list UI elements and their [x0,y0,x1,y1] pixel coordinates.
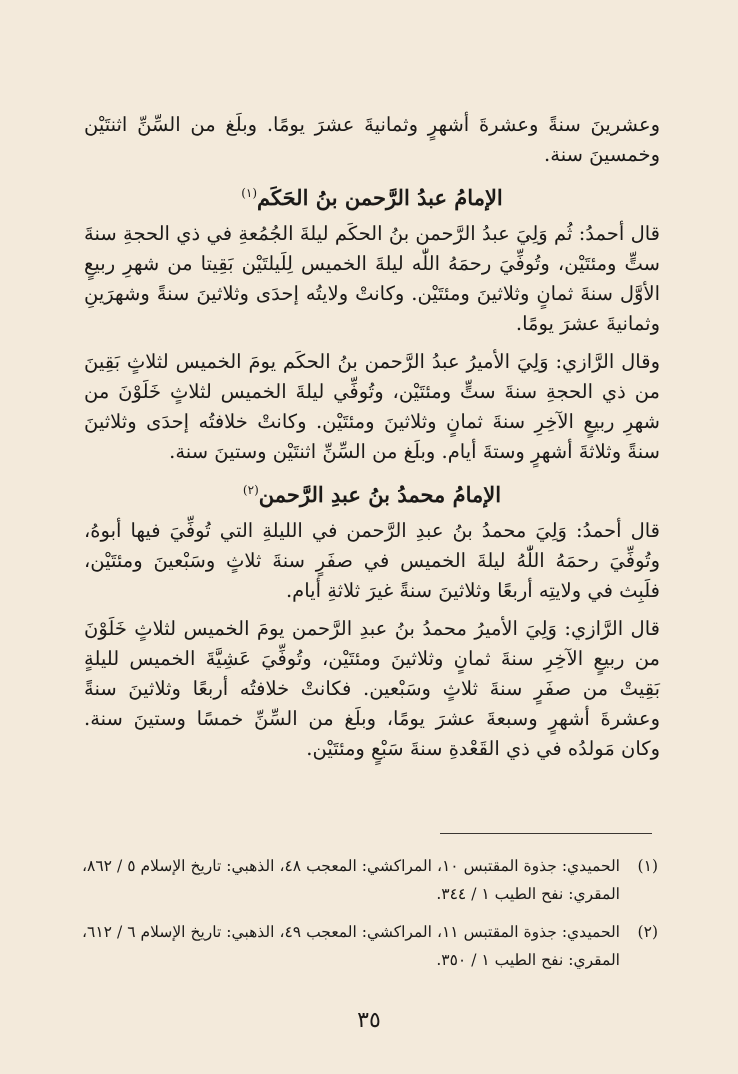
footnote-text: الحميدي: جذوة المقتبس ١١، المراكشي: المعجب ٤٩، الذهبي: تاريخ الإسلام ٦ / ٦١٢، المقري: نفح الطيب ١ / ٣٥٠. [82,923,620,969]
footnote [82,852,658,908]
paragraph: قال أحمدُ: ثُم وَلِيَ عبدُ الرَّحمن بنُ الحكَم ليلةَ الجُمُعةِ في ذي الحجةِ سنةَ ستٍّ ومئتَيْن، وتُوفِّيَ رحمَهُ اللّٰه ليلةَ الخميس لِلَيلتَيْن بَقِيتا من شهرِ ربيعٍ الأوَّل سنةَ ثمانٍ وثلاثينَ ومئتَيْن. وكانتْ ولايتُه إحدَى وثلاثينَ سنةً وشهرَينِ وثمانيةَ عشرَ يومًا. [84,222,660,335]
paragraph: وقال الرَّازي: وَلِيَ الأميرُ عبدُ الرَّحمن بنُ الحكَم يومَ الخميس لثلاثٍ بَقِينَ من ذي الحجةِ سنةَ ستٍّ ومئتَيْن، وتُوفِّي ليلةَ الخميس لثلاثٍ خَلَوْنَ من شهرِ ربيعٍ الآخِرِ سنةَ ثمانٍ وثلاثينَ ومئتَيْن. وكانتْ خلافتُه إحدَى وثلاثينَ سنةً وثلاثةَ أشهرٍ وستةَ أيام. وبلَغ من السِّنِّ اثنتَيْن وستينَ سنة. [84,350,660,463]
footnote-marker[interactable]: (١) [241,186,258,200]
footnote [82,918,658,974]
paragraph: وعشرينَ سنةً وعشرةَ أشهرٍ وثمانيةَ عشرَ يومًا. وبلَغ من السِّنِّ اثنتَيْن وخمسينَ سنة. [84,113,660,166]
heading-title: الإمامُ عبدُ الرَّحمن بنُ الحَكَم [257,185,503,210]
heading-title: الإمامُ محمدُ بنُ عبدِ الرَّحمن [258,482,502,507]
footnote-marker[interactable]: (٢) [242,483,259,497]
footnote-number: (٢) [637,923,658,941]
footnote-number: (١) [637,857,658,875]
paragraph: قال الرَّازي: وَلِيَ الأميرُ محمدُ بنُ عبدِ الرَّحمن يومَ الخميس لثلاثٍ خَلَوْنَ من ربيعٍ الآخِرِ سنةَ ثمانٍ وثلاثينَ ومئتَيْن، وتُوفِّيَ عَشِيَّةَ الخميس لليلةٍ بَقِيتْ من صفَرٍ سنةَ ثلاثٍ وسَبْعين. فكانتْ خلافتُه أربعًا وثلاثينَ سنةً وعشرةَ أشهرٍ وسبعةَ عشرَ يومًا، وبلَغ من السِّنِّ خمسًا وستينَ سنة. وكان مَولدُه في ذي القَعْدةِ سنةَ سَبْعٍ ومئتَيْن. [84,617,660,760]
section-heading [84,475,660,510]
footnote-divider [440,833,652,834]
section-heading [84,178,660,213]
paragraph: قال أحمدُ: وَلِيَ محمدُ بنُ عبدِ الرَّحمن في الليلةِ التي تُوفِّيَ فيها أبوهُ، وتُوفِّيَ رحمَهُ اللّٰهُ ليلةَ الخميس في صفَرٍ سنةَ ثلاثٍ وسَبْعينَ ومئتَيْن، فلَبِث في ولايتِه أربعًا وثلاثينَ سنةً غيرَ ثلاثةِ أيام. [84,519,660,602]
page-number: ٣٥ [357,1008,381,1033]
footnotes [82,852,658,984]
footnote-text: الحميدي: جذوة المقتبس ١٠، المراكشي: المعجب ٤٨، الذهبي: تاريخ الإسلام ٥ / ٨٦٢، المقري: نفح الطيب ١ / ٣٤٤. [82,857,620,903]
